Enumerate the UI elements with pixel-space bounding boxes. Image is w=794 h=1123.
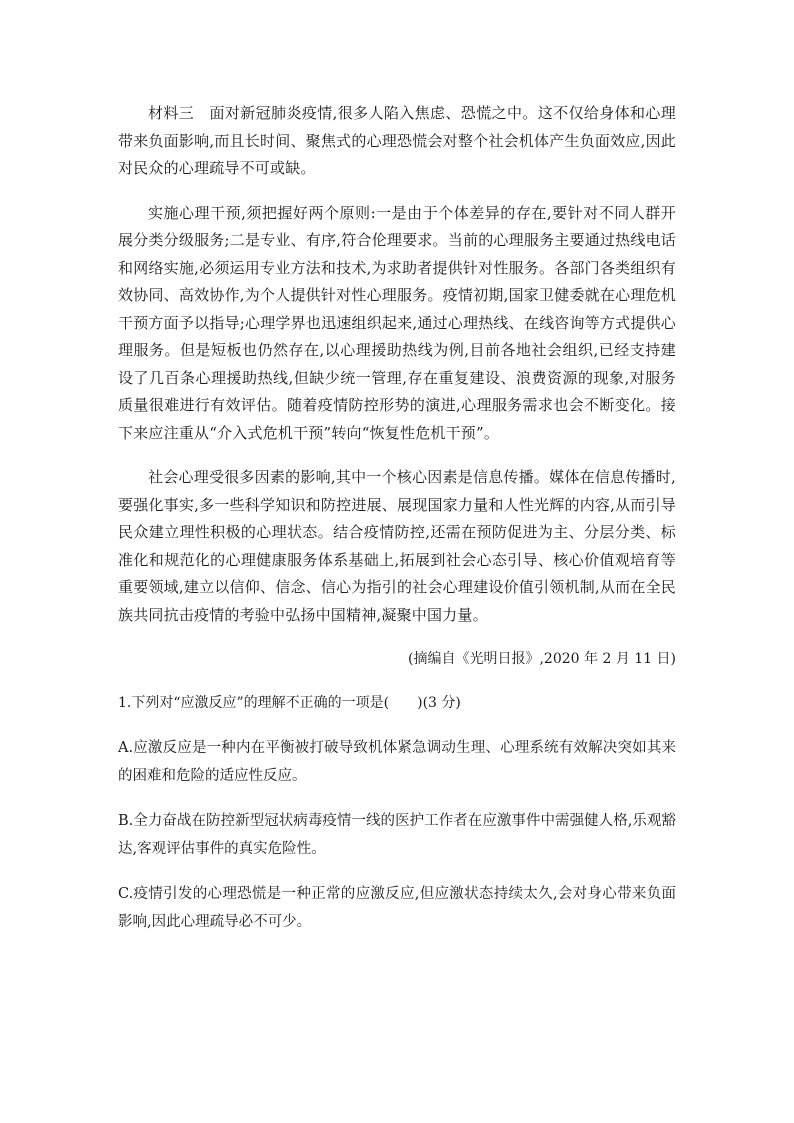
paragraph-social-psychology: 社会心理受很多因素的影响,其中一个核心因素是信息传播。媒体在信息传播时,要强化事实,多一些科学知识和防控进展、展现国家力量和人性光辉的内容,从而引导民众建立理性积极的心理状态。结合疫情防控,还需在预防促进为主、分层分类、标准化和规范化的心理健康服务体系基础上,拓展到社会心态引导、核心价值观培育等重要领域,建立以信仰、信念、信心为指引的社会心理建设价值引领机制,从而在全民族共同抗击疫情的考验中弘扬中国精神,凝聚中国力量。 — [118, 468, 676, 624]
source-citation: (摘编自《光明日报》,2020 年 2 月 11 日) — [408, 651, 676, 667]
paragraph-psychological-intervention: 实施心理干预,须把握好两个原则:一是由于个体差异的存在,要针对不同人群开展分类分级服务;二是专业、有序,符合伦理要求。当前的心理服务主要通过热线电话和网络实施,必须运用专业方法和技术,为求助者提供针对性服务。各部门各类组织有效协同、高效协作,为个人提供针对性心理服务。疫情初期,国家卫健委就在心理危机干预方面予以指导;心理学界也迅速组织起来,通过心理热线、在线咨询等方式提供心理服务。但是短板也仍然存在,以心理援助热线为例,目前各地社会组织,已经支持建设了几百条心理援助热线,但缺少统一管理,存在重复建设、浪费资源的现象,对服务质量很难进行有效评估。随着疫情防控形势的演进,心理服务需求也会不断变化。接下来应注重从“介入式危机干预”转向“恢复性危机干预”。 — [118, 203, 676, 442]
document-page — [118, 100, 676, 954]
option-a: A.应激反应是一种内在平衡被打破导致机体紧急调动生理、心理系统有效解决突如其来的困难和危险的适应性反应。 — [118, 740, 676, 784]
option-c: C.疫情引发的心理恐慌是一种正常的应激反应,但应激状态持续太久,会对身心带来负面影响,因此心理疏导必不可少。 — [118, 886, 676, 930]
paragraph-material-three: 材料三 面对新冠肺炎疫情,很多人陷入焦虑、恐慌之中。这不仅给身体和心理带来负面影响,而且长时间、聚焦式的心理恐慌会对整个社会机体产生负面效应,因此对民众的心理疏导不可或缺。 — [118, 104, 676, 177]
question-stem: 1.下列对“应激反应”的理解不正确的一项是( )(3 分) — [118, 695, 461, 711]
option-b: B.全力奋战在防控新型冠状病毒疫情一线的医护工作者在应激事件中需强健人格,乐观豁达,客观评估事件的真实危险性。 — [118, 813, 676, 857]
